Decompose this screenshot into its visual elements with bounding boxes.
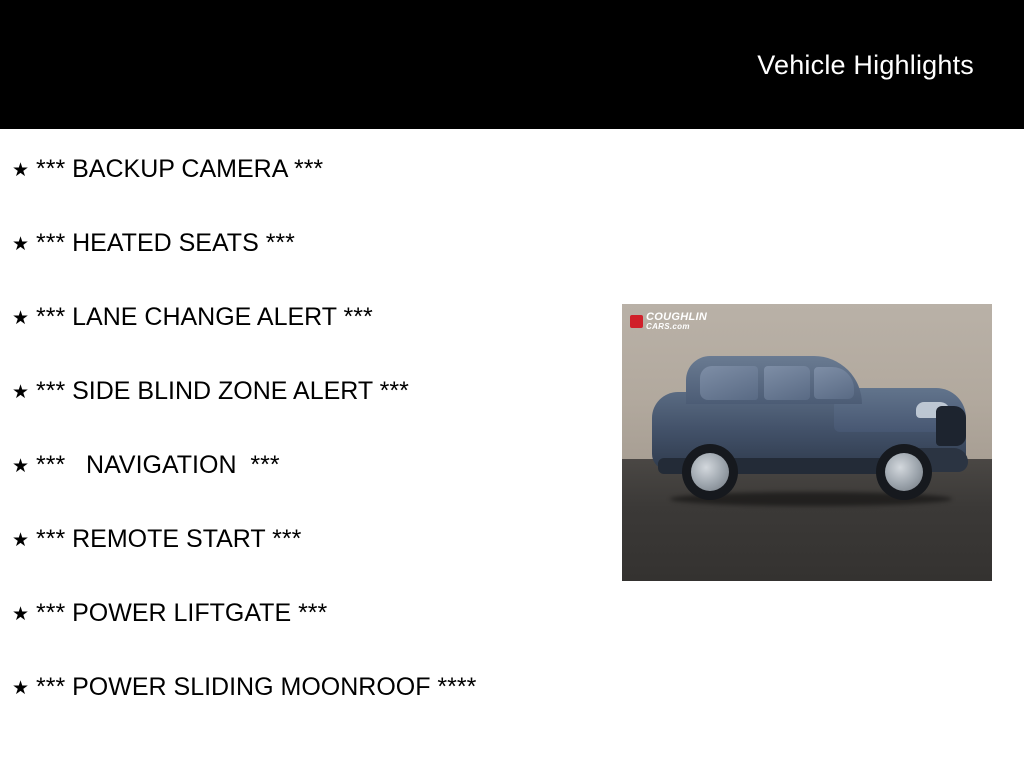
vehicle-photo (622, 304, 992, 581)
star-icon: ★ (12, 234, 30, 255)
star-icon: ★ (12, 678, 30, 699)
dealer-watermark-text (646, 312, 707, 331)
star-icon: ★ (12, 604, 30, 625)
star-icon: ★ (12, 530, 30, 551)
list-item (0, 647, 620, 721)
star-icon: ★ (12, 382, 30, 403)
car-window-mid (764, 366, 810, 400)
highlight-text: *** POWER LIFTGATE *** (36, 599, 328, 627)
list-item (0, 351, 620, 425)
highlight-text: *** REMOTE START *** (36, 525, 302, 553)
star-icon: ★ (12, 308, 30, 329)
list-item (0, 499, 620, 573)
car-illustration (644, 340, 974, 530)
list-item (0, 277, 620, 351)
star-icon: ★ (12, 160, 30, 181)
car-grille (936, 406, 966, 446)
list-item (0, 203, 620, 277)
vehicle-highlights-list (0, 129, 620, 721)
page-header (0, 0, 1024, 129)
highlight-text: *** SIDE BLIND ZONE ALERT *** (36, 377, 409, 405)
highlight-text: *** POWER SLIDING MOONROOF **** (36, 673, 477, 701)
highlight-text: *** LANE CHANGE ALERT *** (36, 303, 373, 331)
dealer-watermark (630, 312, 707, 331)
car-wheel-front (876, 444, 932, 500)
list-item (0, 573, 620, 647)
page-title: Vehicle Highlights (757, 50, 974, 80)
highlight-text: *** HEATED SEATS *** (36, 229, 295, 257)
car-window-rear (700, 366, 758, 400)
dealer-logo-icon (630, 315, 643, 328)
dealer-domain: CARS.com (646, 322, 690, 331)
highlight-text: *** NAVIGATION *** (36, 451, 280, 479)
highlight-text: *** BACKUP CAMERA *** (36, 155, 324, 183)
list-item (0, 425, 620, 499)
dealer-name: COUGHLIN (646, 311, 708, 323)
car-wheel-rear (682, 444, 738, 500)
star-icon: ★ (12, 456, 30, 477)
list-item (0, 129, 620, 203)
